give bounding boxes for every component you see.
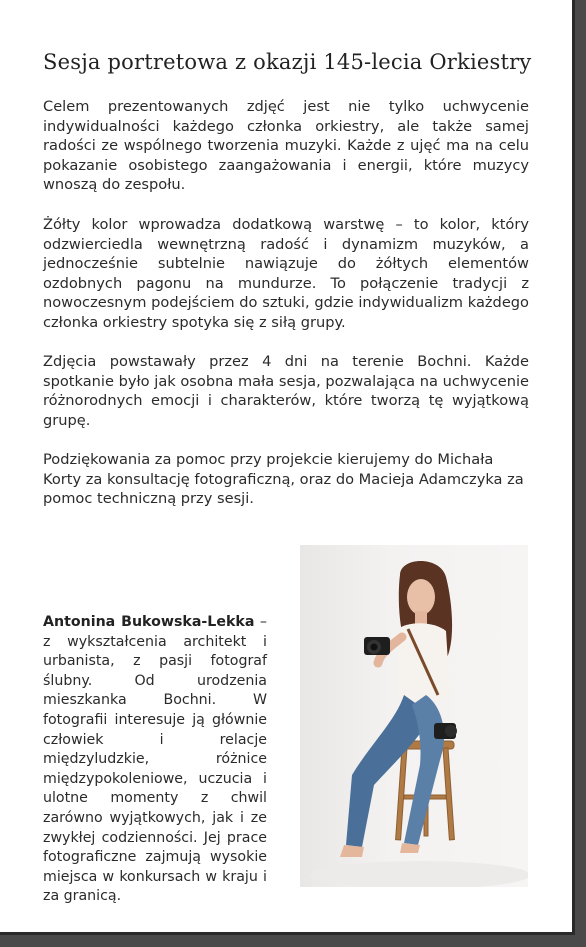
paragraph-sessions: Zdjęcia powstawały przez 4 dni na terenie Bochni. Każde spotkanie było jak osobna mała sesja, pozwalająca na uchwycenie różnorodnych emocji i charakterów, które tworzą tę wyjątkową grupę. — [43, 353, 529, 429]
author-bio — [43, 613, 267, 907]
portrait-illustration — [300, 545, 528, 887]
paragraph-acknowledgements: Podziękowania za pomoc przy projekcie kierujemy do Michała Korty za konsultację fotograficzną, oraz do Macieja Adamczyka za pomoc techniczną przy sesji. — [43, 451, 524, 508]
paragraph-intro: Celem prezentowanych zdjęć jest nie tylko uchwycenie indywidualności każdego członka orkiestry, ale także samej radości ze wspólnego tworzenia muzyki. Każde z ujęć ma na celu pokazanie osobistego zaangażowania i energii, które muzycy wnoszą do zespołu. — [43, 98, 529, 194]
author-bio-text: – z wykształcenia architekt i urbanista, z pasji fotograf ślubny. Od urodzenia mieszkanka Bochni. W fotografii interesuje ją głównie człowiek i relacje międzyludzkie, różnice międzypokoleniowe, uczucia i ulotne momenty z chwil zarówno wyjątkowych, jak i ze zwykłej codzienności. Jej prace fotograficzne zajmują wysokie miejsca w konkursach w kraju i za granicą. — [43, 614, 267, 905]
paragraph-yellow-color: Żółty kolor wprowadza dodatkową warstwę – to kolor, który odzwierciedla wewnętrzną radość i dynamizm muzyków, a jednocześnie subtelnie nawiązuje do żółtych elementów ozdobnych pagonu na mundurze. To połączenie tradycji z nowoczesnym podejściem do sztuki, gdzie indywidualizm każdego członka orkiestry spotyka się z siłą grupy. — [43, 216, 529, 331]
page-title: Sesja portretowa z okazji 145-lecia Orkiestry — [43, 50, 532, 74]
author-name: Antonina Bukowska-Lekka — [43, 614, 255, 630]
photographer-portrait-photo — [300, 545, 528, 887]
